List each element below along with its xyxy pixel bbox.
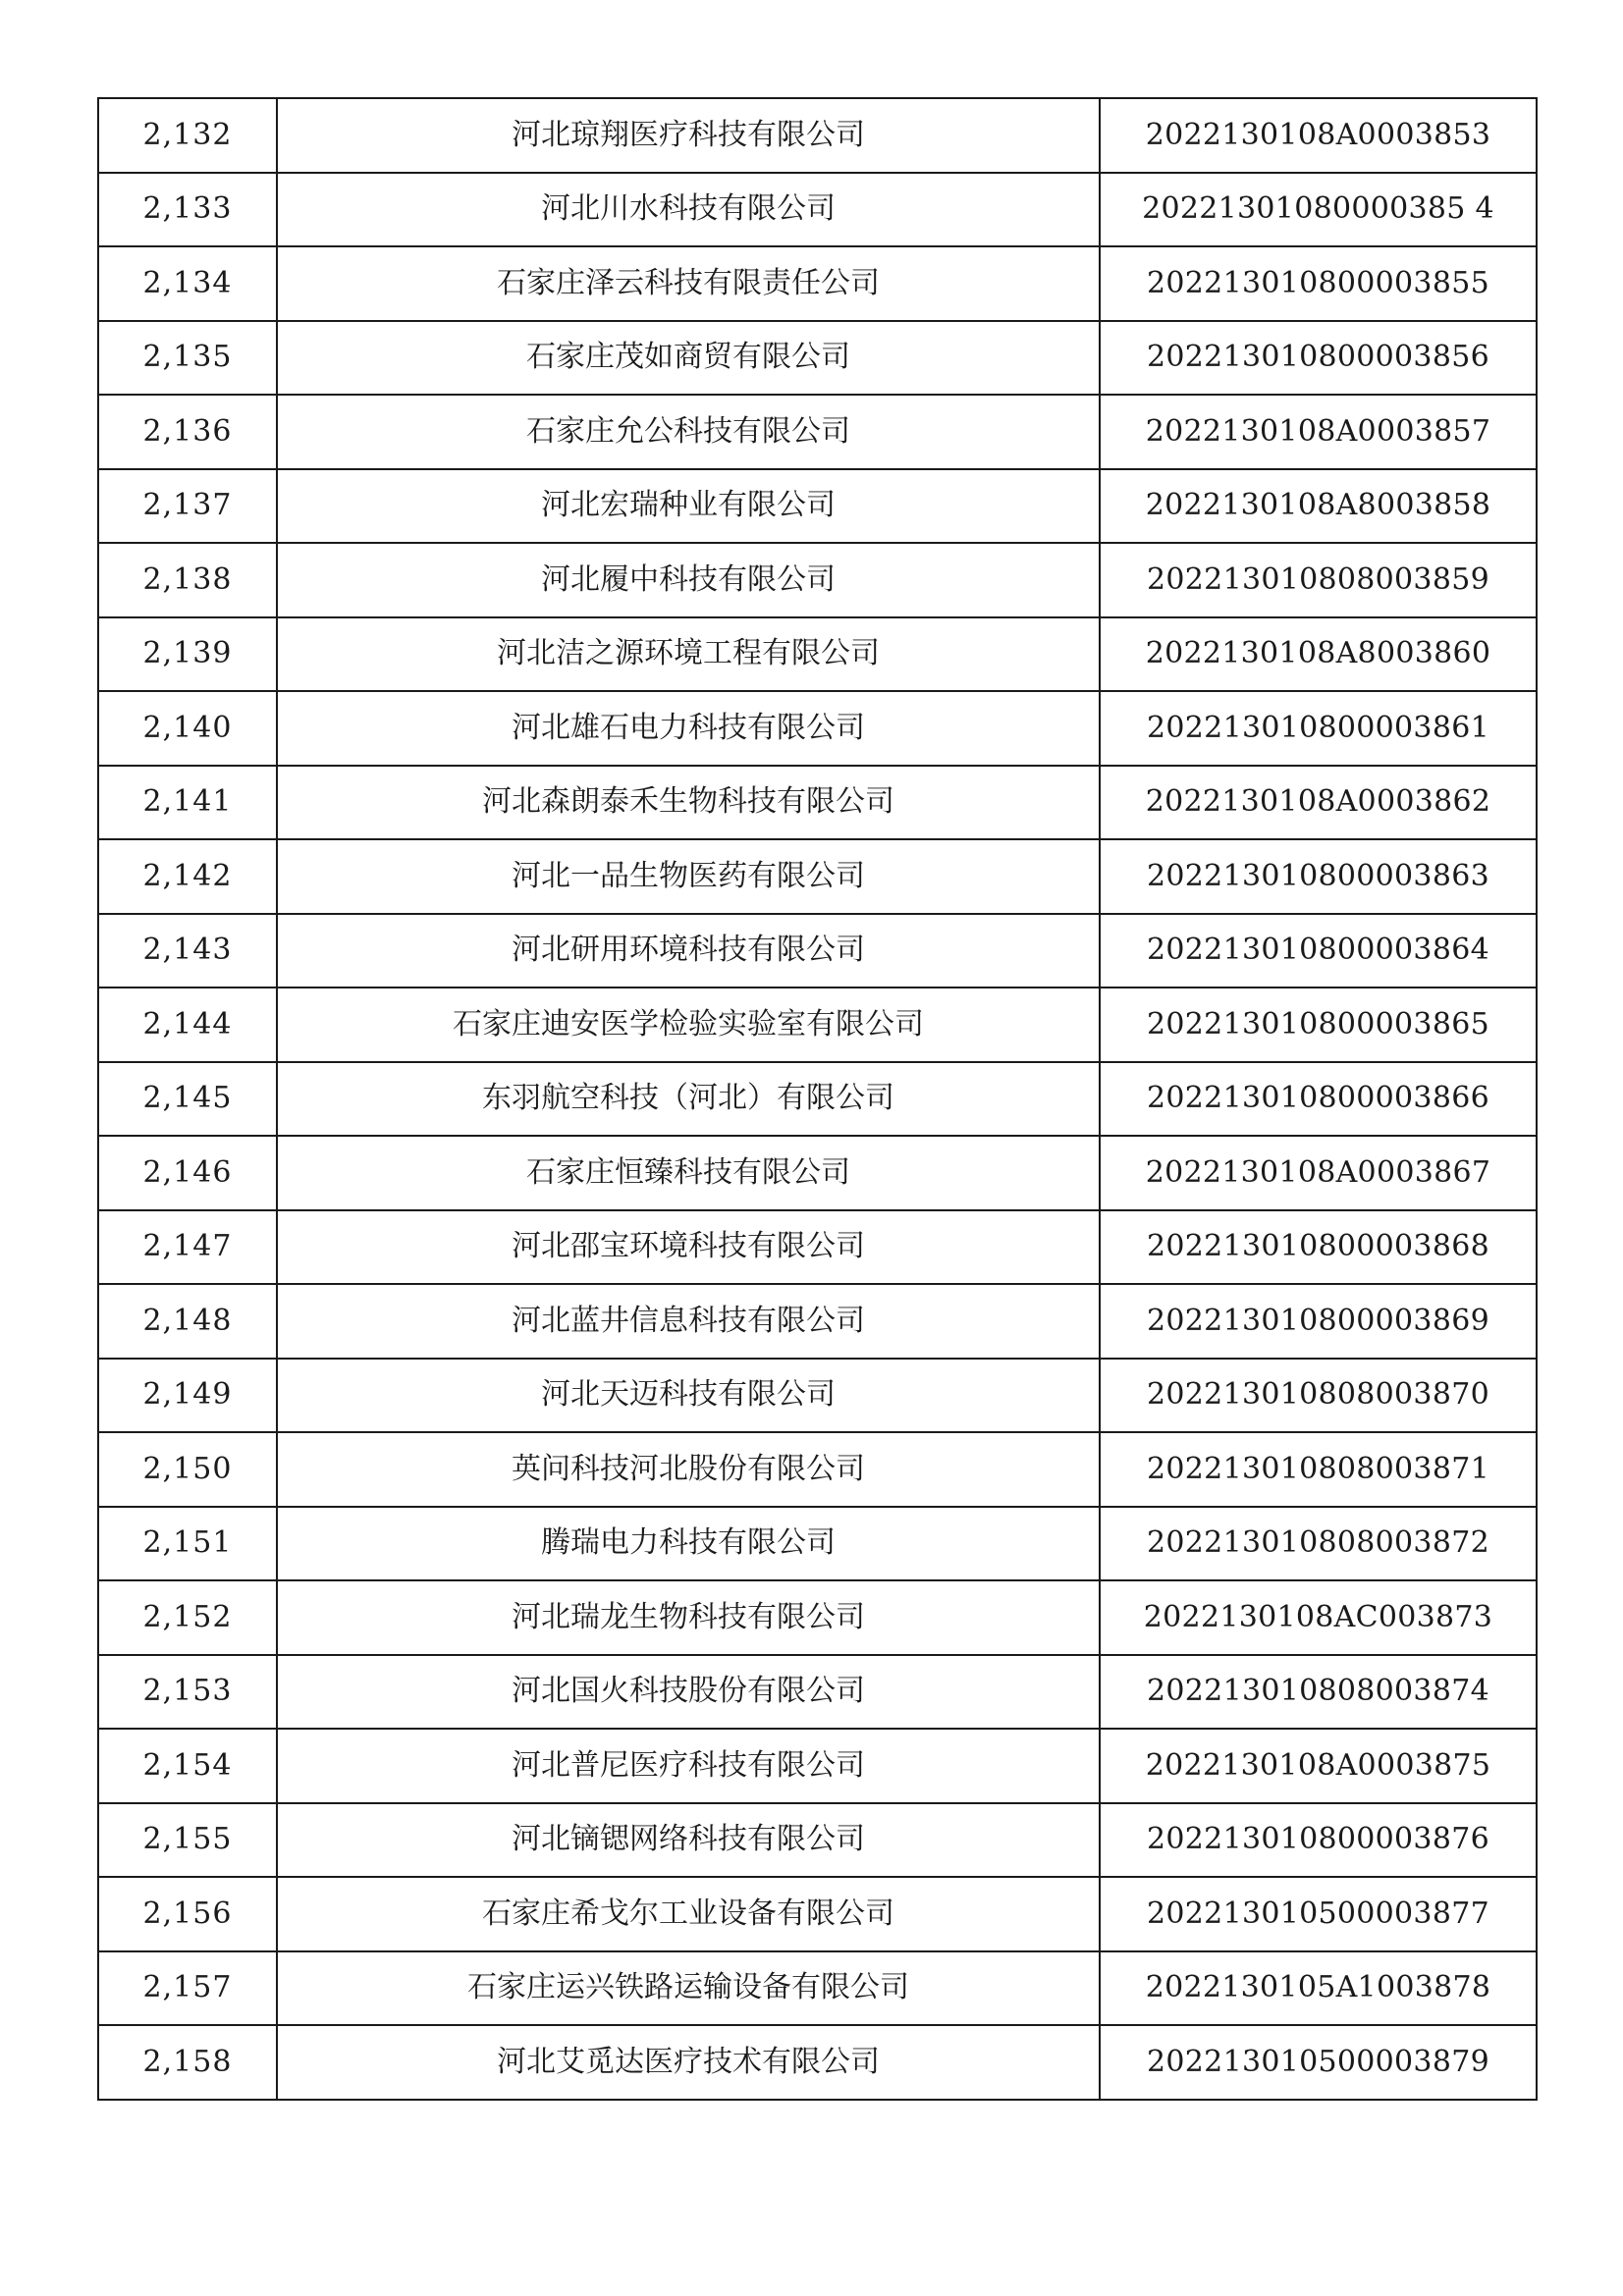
registration-code-cell: 2022130108AC003873 — [1100, 1580, 1537, 1655]
registration-code-cell: 2022130108A0003867 — [1100, 1136, 1537, 1210]
registration-code-cell: 202213010800003865 — [1100, 988, 1537, 1062]
row-index-cell: 2,152 — [98, 1580, 277, 1655]
company-name-cell: 石家庄恒臻科技有限公司 — [277, 1136, 1100, 1210]
table-row — [98, 1432, 1537, 1507]
company-name-cell: 英问科技河北股份有限公司 — [277, 1432, 1100, 1507]
company-name-cell: 东羽航空科技（河北）有限公司 — [277, 1062, 1100, 1137]
company-name-cell: 河北洁之源环境工程有限公司 — [277, 617, 1100, 692]
row-index-cell: 2,154 — [98, 1729, 277, 1803]
row-index-cell: 2,136 — [98, 395, 277, 469]
registration-code-cell: 2022130108A0003875 — [1100, 1729, 1537, 1803]
table-row — [98, 543, 1537, 617]
registration-code-cell: 202213010500003877 — [1100, 1877, 1537, 1951]
row-index-cell: 2,155 — [98, 1803, 277, 1878]
registration-code-cell: 202213010800003855 — [1100, 246, 1537, 321]
row-index-cell: 2,156 — [98, 1877, 277, 1951]
table-row — [98, 98, 1537, 173]
company-name-cell: 石家庄希戈尔工业设备有限公司 — [277, 1877, 1100, 1951]
registration-code-cell: 202213010800003861 — [1100, 691, 1537, 766]
row-index-cell: 2,138 — [98, 543, 277, 617]
registration-code-cell: 2022130105A1003878 — [1100, 1951, 1537, 2026]
registration-code-cell: 202213010800003866 — [1100, 1062, 1537, 1137]
row-index-cell: 2,141 — [98, 766, 277, 840]
table-row — [98, 246, 1537, 321]
table-row — [98, 1359, 1537, 1433]
registration-code-cell: 2022130108A0003862 — [1100, 766, 1537, 840]
table-row — [98, 1062, 1537, 1137]
registration-code-cell: 202213010800003864 — [1100, 914, 1537, 988]
company-name-cell: 河北天迈科技有限公司 — [277, 1359, 1100, 1433]
company-name-cell: 石家庄泽云科技有限责任公司 — [277, 246, 1100, 321]
registration-code-cell: 202213010808003870 — [1100, 1359, 1537, 1433]
company-name-cell: 河北雄石电力科技有限公司 — [277, 691, 1100, 766]
table-row — [98, 766, 1537, 840]
table-row — [98, 839, 1537, 914]
row-index-cell: 2,140 — [98, 691, 277, 766]
company-name-cell: 河北普尼医疗科技有限公司 — [277, 1729, 1100, 1803]
row-index-cell: 2,148 — [98, 1284, 277, 1359]
registration-code-cell: 2022130108A0003853 — [1100, 98, 1537, 173]
table-row — [98, 914, 1537, 988]
company-name-cell: 河北研用环境科技有限公司 — [277, 914, 1100, 988]
company-name-cell: 河北森朗泰禾生物科技有限公司 — [277, 766, 1100, 840]
company-name-cell: 河北艾觅达医疗技术有限公司 — [277, 2025, 1100, 2100]
registration-code-cell: 202213010800003869 — [1100, 1284, 1537, 1359]
table-row — [98, 988, 1537, 1062]
table-row — [98, 691, 1537, 766]
table-row — [98, 2025, 1537, 2100]
company-name-cell: 河北一品生物医药有限公司 — [277, 839, 1100, 914]
company-name-cell: 河北川水科技有限公司 — [277, 173, 1100, 247]
company-name-cell: 河北宏瑞种业有限公司 — [277, 469, 1100, 544]
registration-code-cell: 202213010808003871 — [1100, 1432, 1537, 1507]
row-index-cell: 2,139 — [98, 617, 277, 692]
registration-code-cell: 202213010800003876 — [1100, 1803, 1537, 1878]
registration-code-cell: 20221301080000385 4 — [1100, 173, 1537, 247]
row-index-cell: 2,151 — [98, 1507, 277, 1581]
table-row — [98, 1729, 1537, 1803]
registration-code-cell: 202213010800003868 — [1100, 1210, 1537, 1285]
table-row — [98, 617, 1537, 692]
table-row — [98, 1507, 1537, 1581]
company-registry-table — [97, 97, 1538, 2101]
registration-code-cell: 202213010800003863 — [1100, 839, 1537, 914]
row-index-cell: 2,149 — [98, 1359, 277, 1433]
row-index-cell: 2,147 — [98, 1210, 277, 1285]
row-index-cell: 2,157 — [98, 1951, 277, 2026]
registration-code-cell: 202213010808003859 — [1100, 543, 1537, 617]
table-row — [98, 1210, 1537, 1285]
company-name-cell: 河北邵宝环境科技有限公司 — [277, 1210, 1100, 1285]
row-index-cell: 2,150 — [98, 1432, 277, 1507]
table-row — [98, 173, 1537, 247]
row-index-cell: 2,143 — [98, 914, 277, 988]
row-index-cell: 2,145 — [98, 1062, 277, 1137]
table-row — [98, 1580, 1537, 1655]
table-row — [98, 1951, 1537, 2026]
company-name-cell: 河北蓝井信息科技有限公司 — [277, 1284, 1100, 1359]
registration-code-cell: 202213010808003874 — [1100, 1655, 1537, 1730]
row-index-cell: 2,133 — [98, 173, 277, 247]
registration-code-cell: 2022130108A8003860 — [1100, 617, 1537, 692]
table-row — [98, 395, 1537, 469]
company-name-cell: 石家庄运兴铁路运输设备有限公司 — [277, 1951, 1100, 2026]
row-index-cell: 2,137 — [98, 469, 277, 544]
table-row — [98, 1284, 1537, 1359]
company-name-cell: 河北国火科技股份有限公司 — [277, 1655, 1100, 1730]
registration-code-cell: 202213010808003872 — [1100, 1507, 1537, 1581]
registration-code-cell: 2022130108A0003857 — [1100, 395, 1537, 469]
row-index-cell: 2,158 — [98, 2025, 277, 2100]
row-index-cell: 2,132 — [98, 98, 277, 173]
row-index-cell: 2,142 — [98, 839, 277, 914]
row-index-cell: 2,144 — [98, 988, 277, 1062]
table-row — [98, 1803, 1537, 1878]
registration-code-cell: 202213010800003856 — [1100, 321, 1537, 396]
row-index-cell: 2,134 — [98, 246, 277, 321]
table-row — [98, 469, 1537, 544]
table-row — [98, 1655, 1537, 1730]
company-name-cell: 河北镝锶网络科技有限公司 — [277, 1803, 1100, 1878]
row-index-cell: 2,135 — [98, 321, 277, 396]
row-index-cell: 2,153 — [98, 1655, 277, 1730]
company-name-cell: 腾瑞电力科技有限公司 — [277, 1507, 1100, 1581]
table-body — [98, 98, 1537, 2100]
registration-code-cell: 202213010500003879 — [1100, 2025, 1537, 2100]
company-name-cell: 石家庄茂如商贸有限公司 — [277, 321, 1100, 396]
company-name-cell: 河北琼翔医疗科技有限公司 — [277, 98, 1100, 173]
registration-code-cell: 2022130108A8003858 — [1100, 469, 1537, 544]
company-name-cell: 石家庄迪安医学检验实验室有限公司 — [277, 988, 1100, 1062]
company-name-cell: 河北履中科技有限公司 — [277, 543, 1100, 617]
table-row — [98, 1136, 1537, 1210]
company-name-cell: 河北瑞龙生物科技有限公司 — [277, 1580, 1100, 1655]
table-row — [98, 1877, 1537, 1951]
table-row — [98, 321, 1537, 396]
company-name-cell: 石家庄允公科技有限公司 — [277, 395, 1100, 469]
row-index-cell: 2,146 — [98, 1136, 277, 1210]
